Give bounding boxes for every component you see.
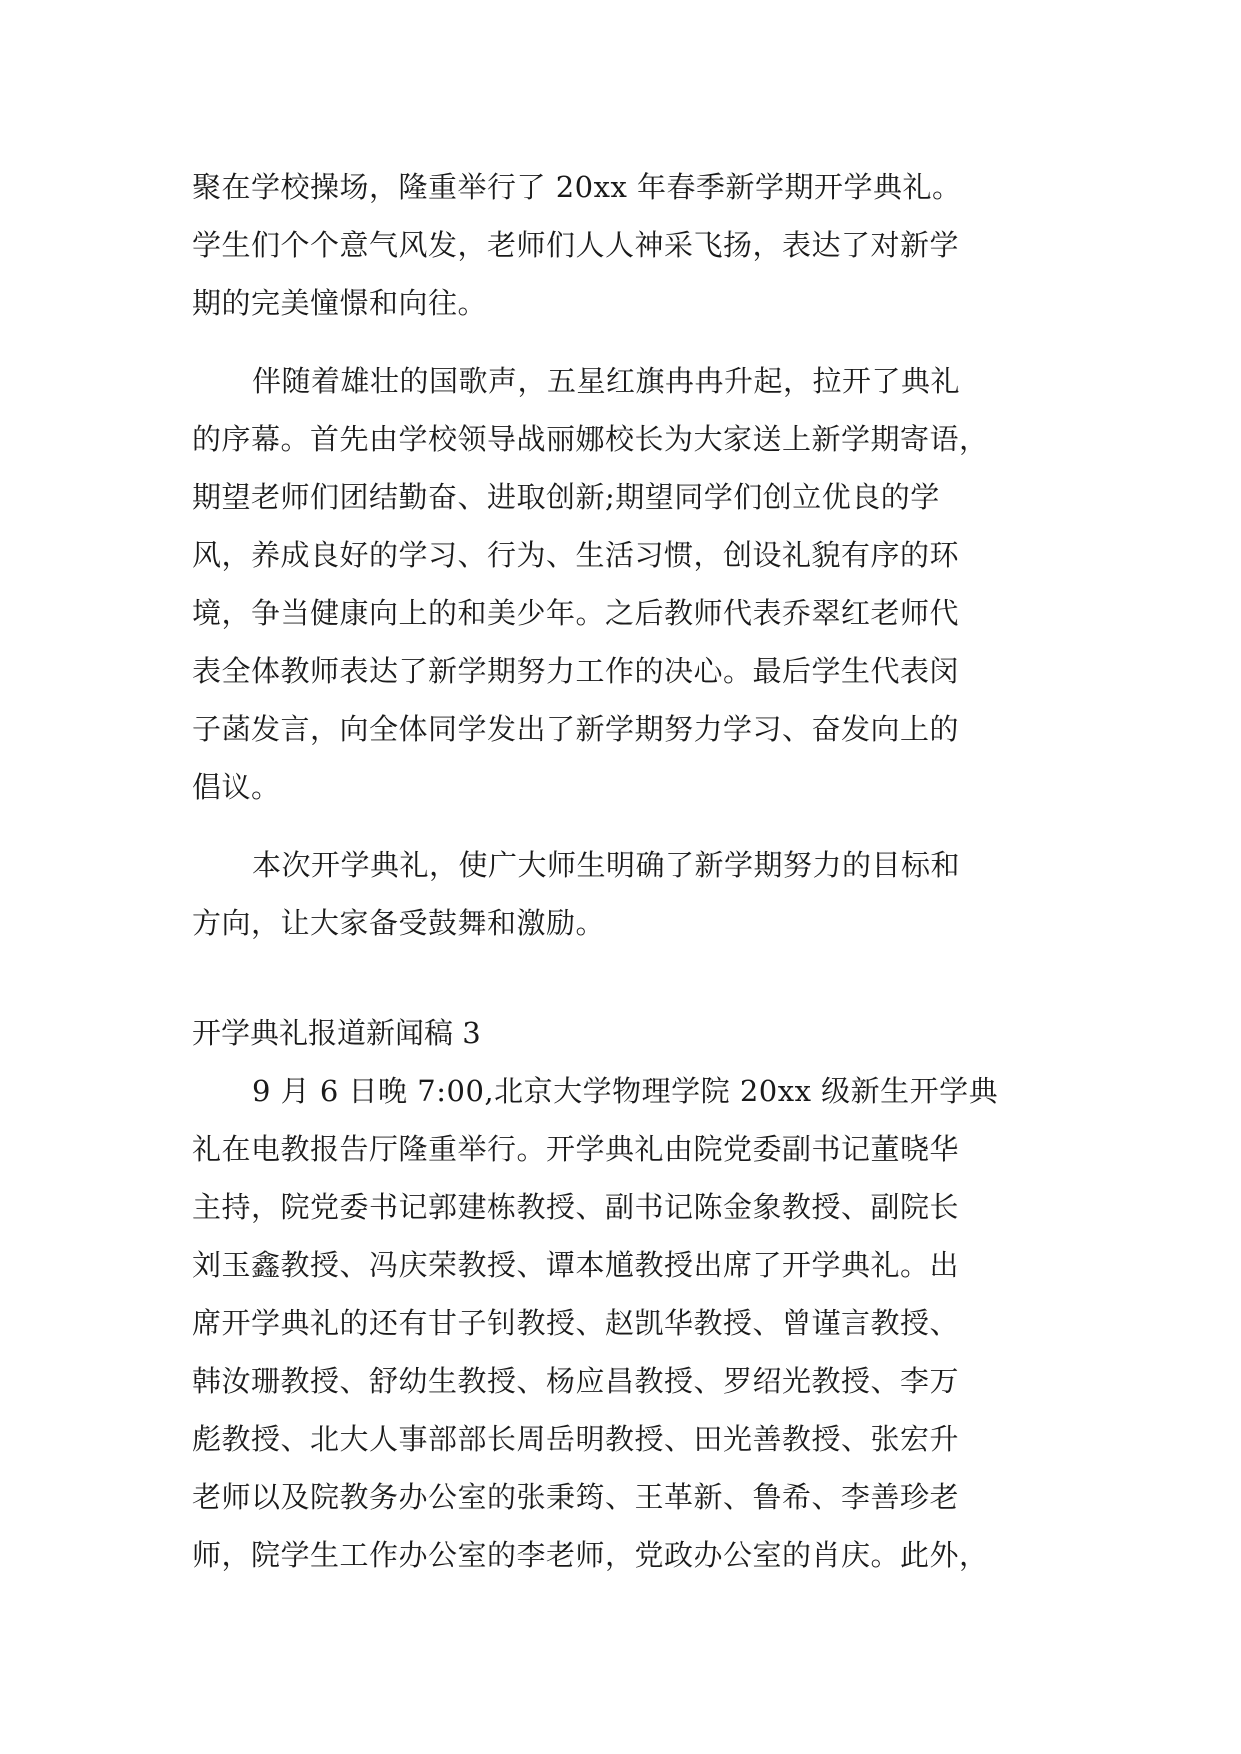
paragraph-spacer bbox=[192, 332, 1052, 352]
text-line: 倡议。 bbox=[192, 770, 281, 804]
paragraph-4 bbox=[192, 1062, 1052, 1584]
section-spacer bbox=[192, 952, 1052, 1004]
text-line: 境，争当健康向上的和美少年。之后教师代表乔翠红老师代 bbox=[192, 596, 960, 630]
text-line: 伴随着雄壮的国歌声，五星红旗冉冉升起，拉开了典礼 bbox=[252, 364, 961, 398]
text-line: 席开学典礼的还有甘子钊教授、赵凯华教授、曾谨言教授、 bbox=[192, 1306, 960, 1340]
text-line: 刘玉鑫教授、冯庆荣教授、谭本馗教授出席了开学典礼。出 bbox=[192, 1248, 960, 1282]
section-title: 开学典礼报道新闻稿 3 bbox=[192, 1016, 481, 1050]
text-line: 期的完美憧憬和向往。 bbox=[192, 286, 488, 320]
text-line: 方向，让大家备受鼓舞和激励。 bbox=[192, 906, 606, 940]
text-line: 本次开学典礼，使广大师生明确了新学期努力的目标和 bbox=[252, 848, 961, 882]
text-line: 子菡发言，向全体同学发出了新学期努力学习、奋发向上的 bbox=[192, 712, 960, 746]
text-line: 学生们个个意气风发，老师们人人神采飞扬，表达了对新学 bbox=[192, 228, 960, 262]
text-line: 礼在电教报告厅隆重举行。开学典礼由院党委副书记董晓华 bbox=[192, 1132, 960, 1166]
text-line: 风，养成良好的学习、行为、生活习惯，创设礼貌有序的环 bbox=[192, 538, 960, 572]
paragraph-3 bbox=[192, 836, 1052, 952]
paragraph-1 bbox=[192, 158, 1052, 332]
text-line: 彪教授、北大人事部部长周岳明教授、田光善教授、张宏升 bbox=[192, 1422, 960, 1456]
document-page bbox=[192, 158, 1052, 1584]
text-line: 老师以及院教务办公室的张秉筠、王革新、鲁希、李善珍老 bbox=[192, 1480, 960, 1514]
text-line: 表全体教师表达了新学期努力工作的决心。最后学生代表闵 bbox=[192, 654, 960, 688]
text-line: 聚在学校操场，隆重举行了 20xx 年春季新学期开学典礼。 bbox=[192, 170, 962, 204]
text-line: 韩汝珊教授、舒幼生教授、杨应昌教授、罗绍光教授、李万 bbox=[192, 1364, 960, 1398]
paragraph-2 bbox=[192, 352, 1052, 816]
text-line: 师，院学生工作办公室的李老师，党政办公室的肖庆。此外， bbox=[192, 1538, 989, 1572]
text-line: 主持，院党委书记郭建栋教授、副书记陈金象教授、副院长 bbox=[192, 1190, 960, 1224]
text-line: 的序幕。首先由学校领导战丽娜校长为大家送上新学期寄语， bbox=[192, 422, 989, 456]
paragraph-spacer bbox=[192, 816, 1052, 836]
text-line: 9 月 6 日晚 7:00,北京大学物理学院 20xx 级新生开学典 bbox=[252, 1074, 999, 1108]
text-line: 期望老师们团结勤奋、进取创新;期望同学们创立优良的学 bbox=[192, 480, 940, 514]
